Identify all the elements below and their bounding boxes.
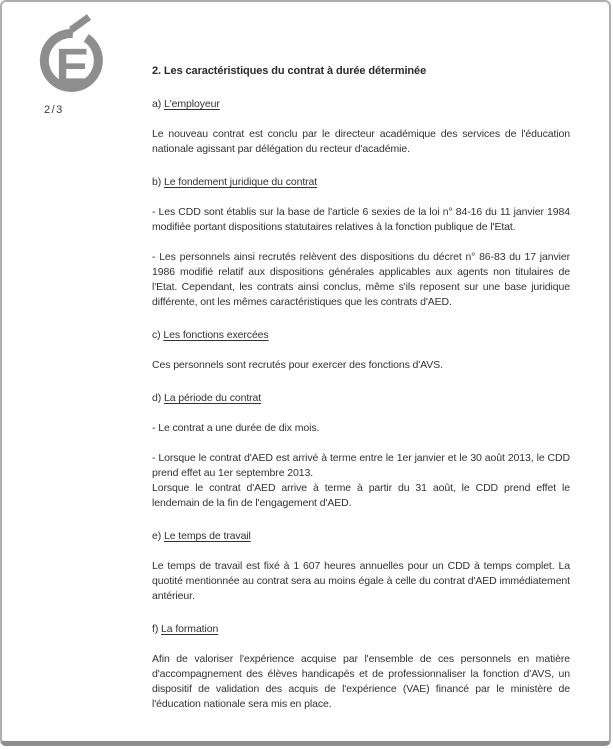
section-heading-f	[152, 622, 570, 637]
section-heading-label: La période du contrat	[163, 392, 262, 404]
section-heading-c	[152, 328, 570, 343]
page-number: 2/3	[44, 104, 64, 116]
section-prefix: c)	[152, 329, 161, 341]
section-heading-label: L'employeur	[163, 98, 220, 110]
academie-logo	[38, 13, 106, 99]
section-heading-label: Le temps de travail	[163, 530, 251, 542]
paragraph: - Lorsque le contrat d'AED est arrivé à terme entre le 1er janvier et le 30 août 2013, le CDD prend effet au 1er septembre 2013.	[152, 452, 570, 479]
section-heading-label: La formation	[161, 623, 219, 635]
paragraph: Lorsque le contrat d'AED arrive à terme à partir du 31 août, le CDD prend effet le lendemain de la fin de l'engagement d'AED.	[152, 482, 570, 509]
section-prefix: e)	[152, 530, 162, 542]
logo-letter: E	[55, 38, 90, 95]
section-heading-b	[152, 175, 570, 190]
paragraph: - Les CDD sont établis sur la base de l'article 6 sexies de la loi n° 84-16 du 11 janvier 1984 modifiée portant dispositions statutaires relatives à la fonction publique de l'Etat.	[152, 206, 570, 233]
logo-accent-mark	[71, 17, 89, 30]
education-nationale-e-logo-icon	[38, 13, 106, 99]
section-heading-e	[152, 529, 570, 544]
section-prefix: d)	[152, 392, 162, 404]
paragraph: Le nouveau contrat est conclu par le directeur académique des services de l'éducation nationale agissant par délégation du recteur d'académie.	[152, 128, 570, 155]
document-title: 2. Les caractéristiques du contrat à durée déterminée	[152, 65, 427, 77]
section-prefix: f)	[152, 623, 159, 635]
section-heading-label: Le fondement juridique du contrat	[163, 176, 318, 188]
section-heading-label: Les fonctions exercées	[163, 329, 269, 341]
section-heading-d	[152, 391, 570, 406]
paragraph: - Le contrat a une durée de dix mois.	[152, 422, 320, 434]
document-body	[152, 0, 570, 727]
paragraph: Afin de valoriser l'expérience acquise par l'ensemble de ces personnels en matière d'accompagnement des élèves handicapés et de professionnaliser la fonction d'AVS, un dispositif de validation des acquis de l'expérience (VAE) financé par le ministère de l'éducation nationale sera mis en place.	[152, 653, 570, 710]
paragraph: - Les personnels ainsi recrutés relèvent des dispositions du décret n° 86-83 du 17 janvier 1986 modifié relatif aux dispositions générales applicables aux agents non titulaires de l'Etat. Cependant, les contrats ainsi conclus, même s'ils reposent sur une base juridique différente, ont les mêmes caractéristiques que les contrats d'AED.	[152, 251, 570, 308]
section-prefix: a)	[152, 98, 162, 110]
section-heading-a	[152, 97, 570, 112]
paragraph: Le temps de travail est fixé à 1 607 heures annuelles pour un CDD à temps complet. La quotité mentionnée au contrat sera au moins égale à celle du contrat d'AED immédiatement antérieur.	[152, 560, 570, 602]
paragraph: Ces personnels sont recrutés pour exercer des fonctions d'AVS.	[152, 359, 443, 371]
section-prefix: b)	[152, 176, 162, 188]
